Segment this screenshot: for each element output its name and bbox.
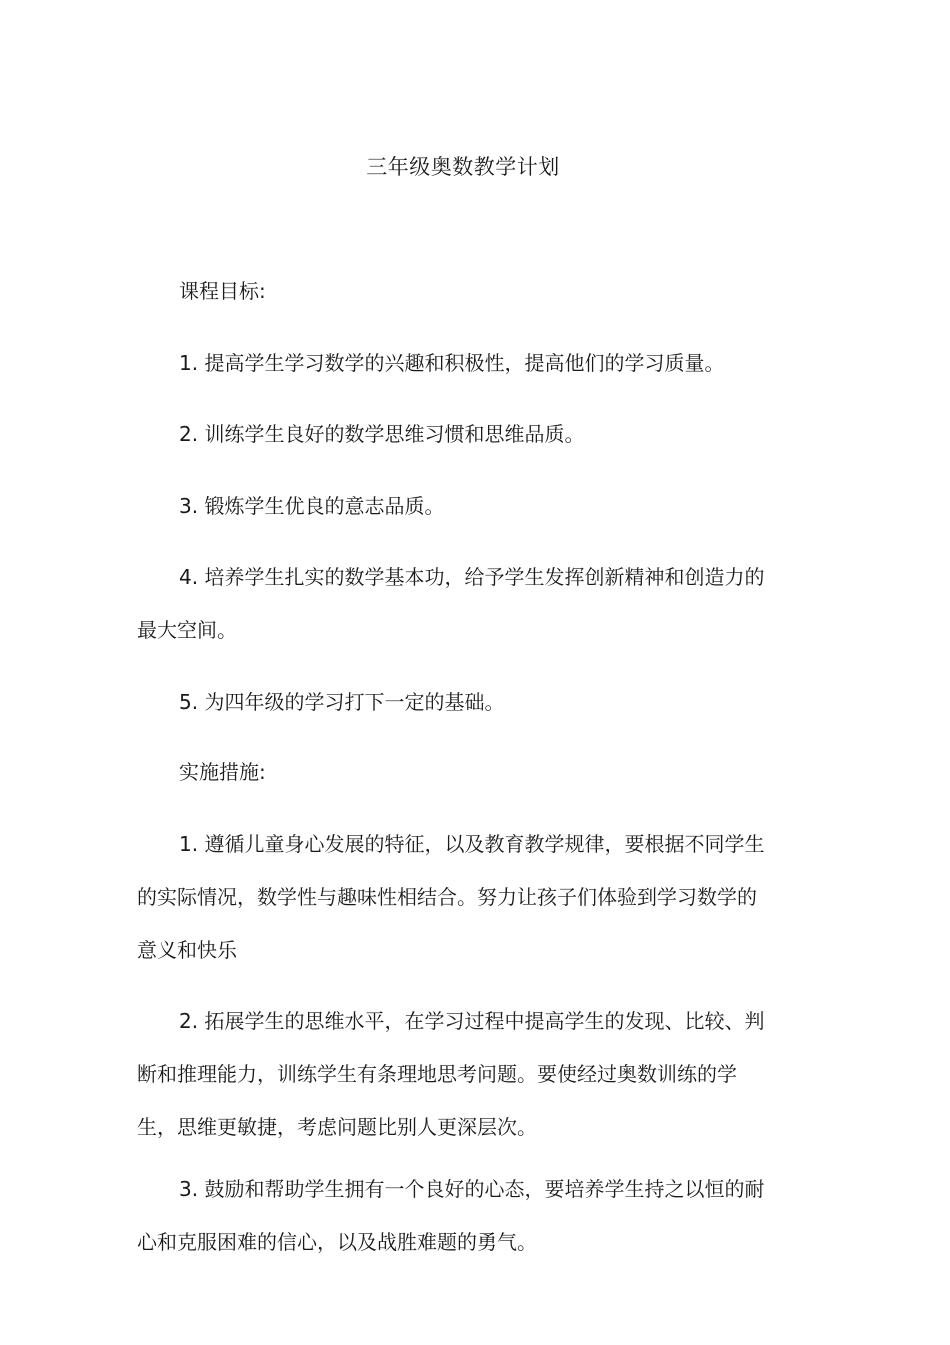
measure-item-1: 1. 遵循儿童身心发展的特征，以及教育教学规律，要根据不同学生的实际情况，数学性与趣味性相结合。努力让孩子们体验到学习数学的意义和快乐 [137, 832, 765, 962]
goal-item-4: 4. 培养学生扎实的数学基本功，给予学生发挥创新精神和创造力的最大空间。 [137, 565, 765, 642]
goal-item-1: 1. 提高学生学习数学的兴趣和积极性，提高他们的学习质量。 [179, 351, 725, 375]
goal-item-5: 5. 为四年级的学习打下一定的基础。 [179, 690, 505, 714]
goals-heading: 课程目标: [179, 279, 266, 303]
goal-item-2: 2. 训练学生良好的数学思维习惯和思维品质。 [179, 422, 585, 446]
document-title: 三年级奥数教学计划 [366, 155, 560, 179]
measure-item-3: 3. 鼓励和帮助学生拥有一个良好的心态，要培养学生持之以恒的耐心和克服困难的信心，以及战胜难题的勇气。 [137, 1177, 765, 1254]
goal-item-3: 3. 锻炼学生优良的意志品质。 [179, 494, 445, 518]
measures-heading: 实施措施: [179, 760, 266, 784]
measure-item-2: 2. 拓展学生的思维水平，在学习过程中提高学生的发现、比较、判断和推理能力，训练学生有条理地思考问题。要使经过奥数训练的学生，思维更敏捷，考虑问题比别人更深层次。 [137, 1009, 765, 1139]
